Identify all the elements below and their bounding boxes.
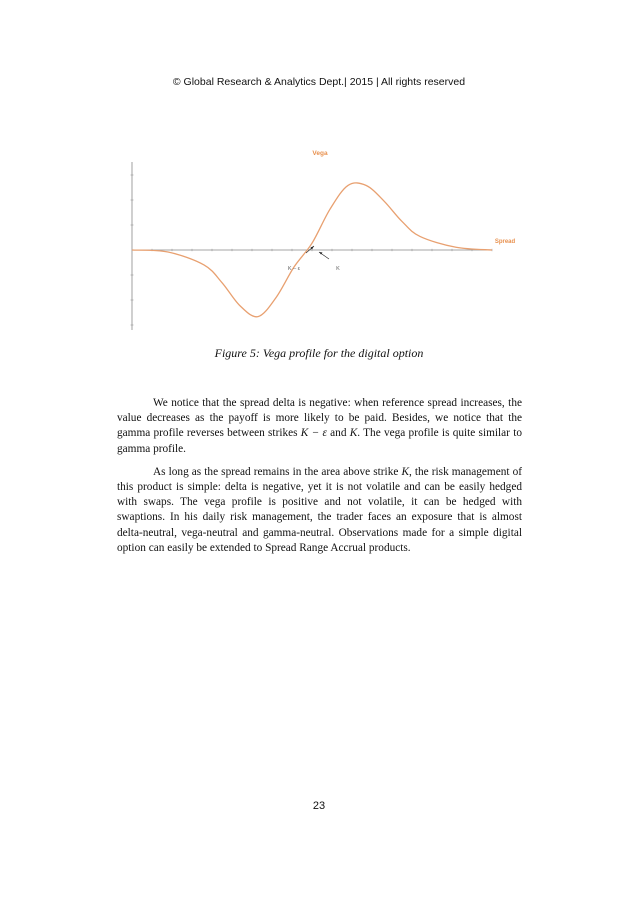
annotation-k-minus-eps: K – ε (287, 266, 301, 272)
vega-chart (120, 140, 520, 340)
body-text (117, 396, 522, 564)
page-number: 23 (312, 800, 326, 812)
annotation-k: K (336, 266, 340, 272)
chart-title: Vega (312, 150, 328, 157)
math-k: K (401, 465, 409, 478)
x-axis-label: Spread (494, 239, 516, 245)
page-header: © Global Research & Analytics Dept.| 2015 | All rights reserved (172, 76, 466, 88)
paragraph-2: As long as the spread remains in the area above strike K, the risk management of this product is simple: delta is negative, yet it is not volatile and can be easily hedged with swaps. The vega profile is positive and not volatile, it can be hedged with swaptions. In his daily risk management, the trader faces an exposure that is almost delta-neutral, vega-neutral and gamma-neutral. Observations made for a simple digital option can easily be extended to Spread Range Accrual products. (117, 465, 522, 554)
math-k: K (349, 427, 358, 440)
math-k-minus-eps: K − ε (300, 427, 327, 440)
vega-figure (120, 140, 520, 340)
paragraph-1: We notice that the spread delta is negative: when reference spread increases, the value decreases as the payoff is more likely to be paid. Besides, we notice that the gamma profile reverses between strikes K − ε and K. The vega profile is quite similar to gamma profile. (117, 397, 522, 455)
figure-caption: Figure 5: Vega profile for the digital option (214, 346, 424, 360)
